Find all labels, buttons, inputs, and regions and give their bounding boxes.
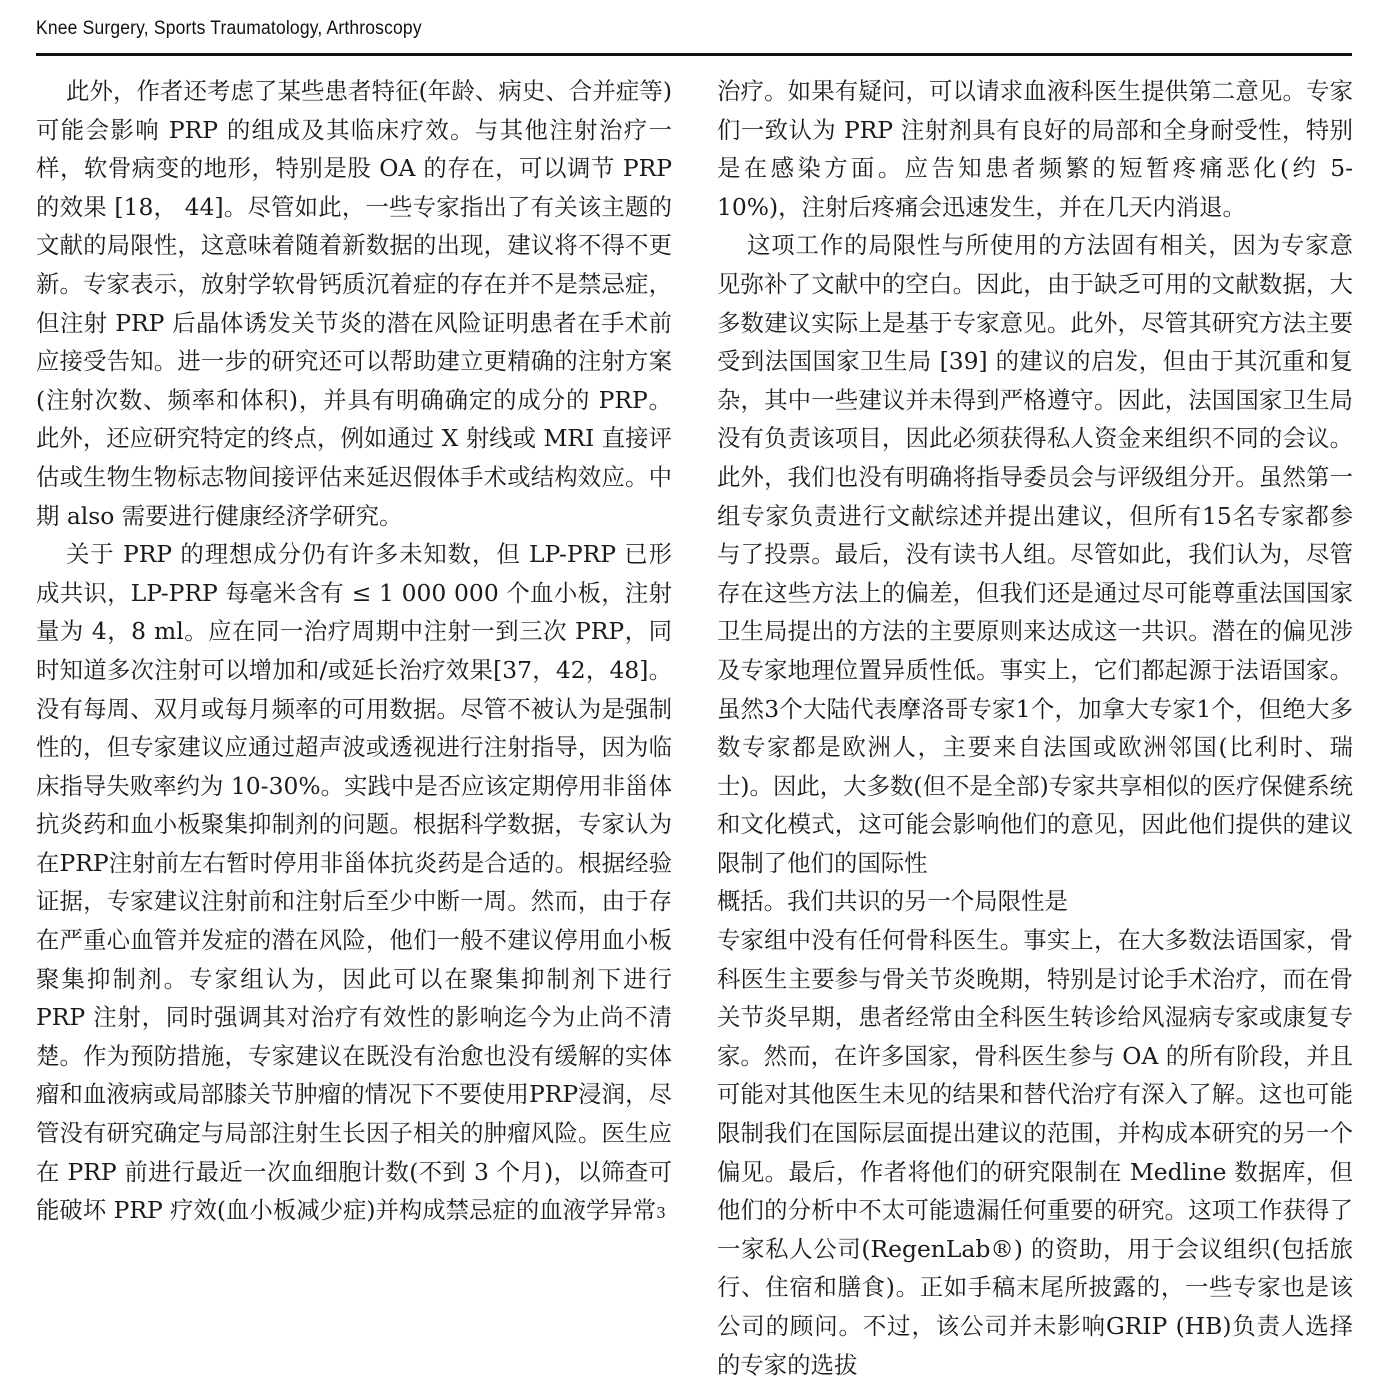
paragraph: 这项工作的局限性与所使用的方法固有相关，因为专家意见弥补了文献中的空白。因此，由于缺乏可用的文献数据，大多数建议实际上是基于专家意见。此外，尽管其研究方法主要受到法国国家卫生局 [39] 的建议的启发，但由于其沉重和复杂，其中一些建议并未得到严格遵守。因此，法国国家卫生局没有负责该项目，因此必须获得私人资金来组织不同的会议。此外，我们也没有明确将指导委员会与评级组分开。虽然第一组专家负责进行文献综述并提出建议，但所有15名专家都参与了投票。最后，没有读书人组。尽管如此，我们认为，尽管存在这些方法上的偏差，但我们还是通过尽可能尊重法国国家卫生局提出的方法的主要原则来达成这一共识。潜在的偏见涉及专家地理位置异质性低。事实上，它们都起源于法语国家。虽然3个大陆代表摩洛哥专家1个，加拿大专家1个，但绝大多数专家都是欧洲人，主要来自法国或欧洲邻国(比利时、瑞士)。因此，大多数(但不是全部)专家共享相似的医疗保健系统和文化模式，这可能会影响他们的意见，因此他们提供的建议限制了他们的国际性 — [717, 231, 1353, 877]
paragraph: 专家组中没有任何骨科医生。事实上，在大多数法语国家，骨科医生主要参与骨关节炎晚期，特别是讨论手术治疗，而在骨关节炎早期，患者经常由全科医生转诊给风湿病专家或康复专家。然而，在许多国家，骨科医生参与 OA 的所有阶段，并且可能对其他医生未见的结果和替代治疗有深入了解。这也可能限制我们在国际层面提出建议的范围，并构成本研究的另一个偏见。最后，作者将他们的研究限制在 Medline 数据库，但他们的分析中不太可能遗漏任何重要的研究。这项工作获得了一家私人公司(RegenLab®) 的资助，用于会议组织(包括旅行、住宿和膳食)。正如手稿末尾所披露的，一些专家也是该公司的顾问。不过，该公司并未影响GRIP (HB)负责人选择的专家的选拔 — [717, 926, 1353, 1379]
paragraph — [36, 535, 672, 1233]
running-header: Knee Surgery, Sports Traumatology, Arthroscopy — [36, 18, 422, 39]
paragraph: 此外，作者还考虑了某些患者特征(年龄、病史、合并症等)可能会影响 PRP 的组成及其临床疗效。与其他注射治疗一样，软骨病变的地形，特别是股 OA 的存在，可以调节 PRP 的效果 [18， 44]。尽管如此，一些专家指出了有关该主题的文献的局限性，这意味着随着新数据的出现，建议将不得不更新。专家表示，放射学软骨钙质沉着症的存在并不是禁忌症，但注射 PRP 后晶体诱发关节炎的潜在风险证明患者在手术前应接受告知。进一步的研究还可以帮助建立更精确的注射方案(注射次数、频率和体积)，并具有明确确定的成分的 PRP。此外，还应研究特定的终点，例如通过 X 射线或 MRI 直接评估或生物生物标志物间接评估来延迟假体手术或结构效应。中期 also 需要进行健康经济学研究。 — [36, 77, 672, 530]
paragraph-text: 关于 PRP 的理想成分仍有许多未知数，但 LP-PRP 已形成共识，LP-PRP 每毫米含有 ≤ 1 000 000 个血小板，注射量为 4，8 ml。应在同一治疗周期中注射一到三次 PRP，同时知道多次注射可以增加和/或延长治疗效果[37，42，48]。没有每周、双月或每月频率的可用数据。尽管不被认为是强制性的，但专家建议应通过超声波或透视进行注射指导，因为临床指导失败率约为 10-30%。实践中是否应该定期停用非甾体抗炎药和血小板聚集抑制剂的问题。根据科学数据，专家认为在PRP注射前左右暂时停用非甾体抗炎药是合适的。根据经验证据，专家建议注射前和注射后至少中断一周。然而，由于存在严重心血管并发症的潜在风险，他们一般不建议停用血小板聚集抑制剂。专家组认为，因此可以在聚集抑制剂下进行 PRP 注射，同时强调其对治疗有效性的影响迄今为止尚不清楚。作为预防措施，专家建议在既没有治愈也没有缓解的实体瘤和血液病或局部膝关节肿瘤的情况下不要使用PRP浸润，尽管没有研究确定与局部注射生长因子相关的肿瘤风险。医生应在 PRP 前进行最近一次血细胞计数(不到 3 个月)，以筛查可能破坏 PRP 疗效(血小板减少症)并构成禁忌症的血液学异常 — [36, 540, 672, 1225]
paragraph: 概括。我们共识的另一个局限性是 — [717, 887, 1068, 916]
paragraph: 治疗。如果有疑问，可以请求血液科医生提供第二意见。专家们一致认为 PRP 注射剂具有良好的局部和全身耐受性，特别是在感染方面。应告知患者频繁的短暂疼痛恶化(约 5-10%)，注射后疼痛会迅速发生，并在几天内消退。 — [717, 77, 1353, 221]
footnote-marker: 3 — [656, 1204, 666, 1223]
right-column — [717, 72, 1353, 1384]
left-column — [36, 72, 672, 1233]
header-rule — [36, 53, 1352, 56]
